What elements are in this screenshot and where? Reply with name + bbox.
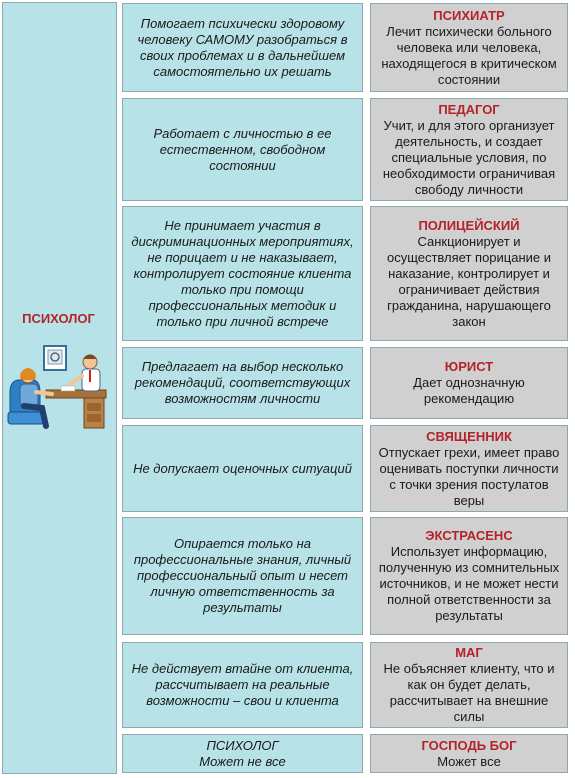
- profession-title: ПЕДАГОГ: [438, 101, 500, 117]
- profession-card: [370, 642, 568, 728]
- psychologist-trait: Предлагает на выбор несколько рекомендаций, соответствующих возможностям личности: [122, 347, 363, 419]
- psychologist-trait: Не принимает участия в дискриминационных мероприятиях, не порицает и не наказывает, контролирует состояние клиента только при помощи профессиональных методик и только при личной встрече: [122, 206, 363, 341]
- profession-title: ПОЛИЦЕЙСКИЙ: [418, 217, 520, 233]
- profession-card: [370, 517, 568, 635]
- profession-title: ЭКСТРАСЕНС: [425, 528, 513, 543]
- profession-card: [370, 347, 568, 419]
- psychologist-trait: Не действует втайне от клиента, рассчитывает на реальные возможности – свои и клиента: [122, 642, 363, 728]
- profession-description: Не объясняет клиенту, что и как он будет делать, рассчитывает на внешние силы: [383, 661, 555, 724]
- profession-title: ПСИХИАТР: [433, 7, 505, 23]
- profession-description: Может все: [437, 753, 501, 769]
- psychologist-trait: Помогает психически здоровому человеку САМОМУ разобраться в своих проблемах и в дальнейшем самостоятельно их решать: [122, 3, 363, 92]
- psychologist-trait: Работает с личностью в ее естественном, свободном состоянии: [122, 98, 363, 201]
- profession-description: Использует информацию, полученную из сомнительных источников, и не может нести полной ответственности за результаты: [378, 544, 560, 623]
- psychologist-trait: Опирается только на профессиональные знания, личный профессиональный опыт и несет личную ответственность за результаты: [122, 517, 363, 635]
- profession-description: Санкционирует и осуществляет порицание и наказание, контролирует и ограничивает действия гражданина, нарушающего закон: [386, 233, 552, 329]
- profession-description: Учит, и для этого организует деятельность, и создает специальные условия, по необходимости ограничивая свободу личности: [382, 117, 556, 197]
- psychologist-trait: Не допускает оценочных ситуаций: [122, 425, 363, 512]
- profession-title: ГОСПОДЬ БОГ: [421, 737, 517, 753]
- psychologist-trait: ПСИХОЛОГ Может не все: [122, 734, 363, 773]
- psychologist-consultation-icon: [6, 342, 112, 432]
- profession-title: СВЯЩЕННИК: [426, 428, 512, 444]
- profession-title: МАГ: [455, 645, 483, 660]
- profession-card: [370, 3, 568, 92]
- profession-card: [370, 206, 568, 341]
- profession-description: Отпускает грехи, имеет право оценивать поступки личности с точки зрения постулатов веры: [378, 444, 560, 508]
- profession-description: Лечит психически больного человека или человека, находящегося в критическом состоянии: [381, 23, 557, 87]
- profession-card: [370, 425, 568, 512]
- profession-description: Дает однозначную рекомендацию: [413, 375, 525, 406]
- profession-title: ЮРИСТ: [444, 359, 494, 374]
- profession-card: [370, 98, 568, 201]
- psychologist-title: ПСИХОЛОГ: [22, 311, 95, 326]
- profession-card: [370, 734, 568, 773]
